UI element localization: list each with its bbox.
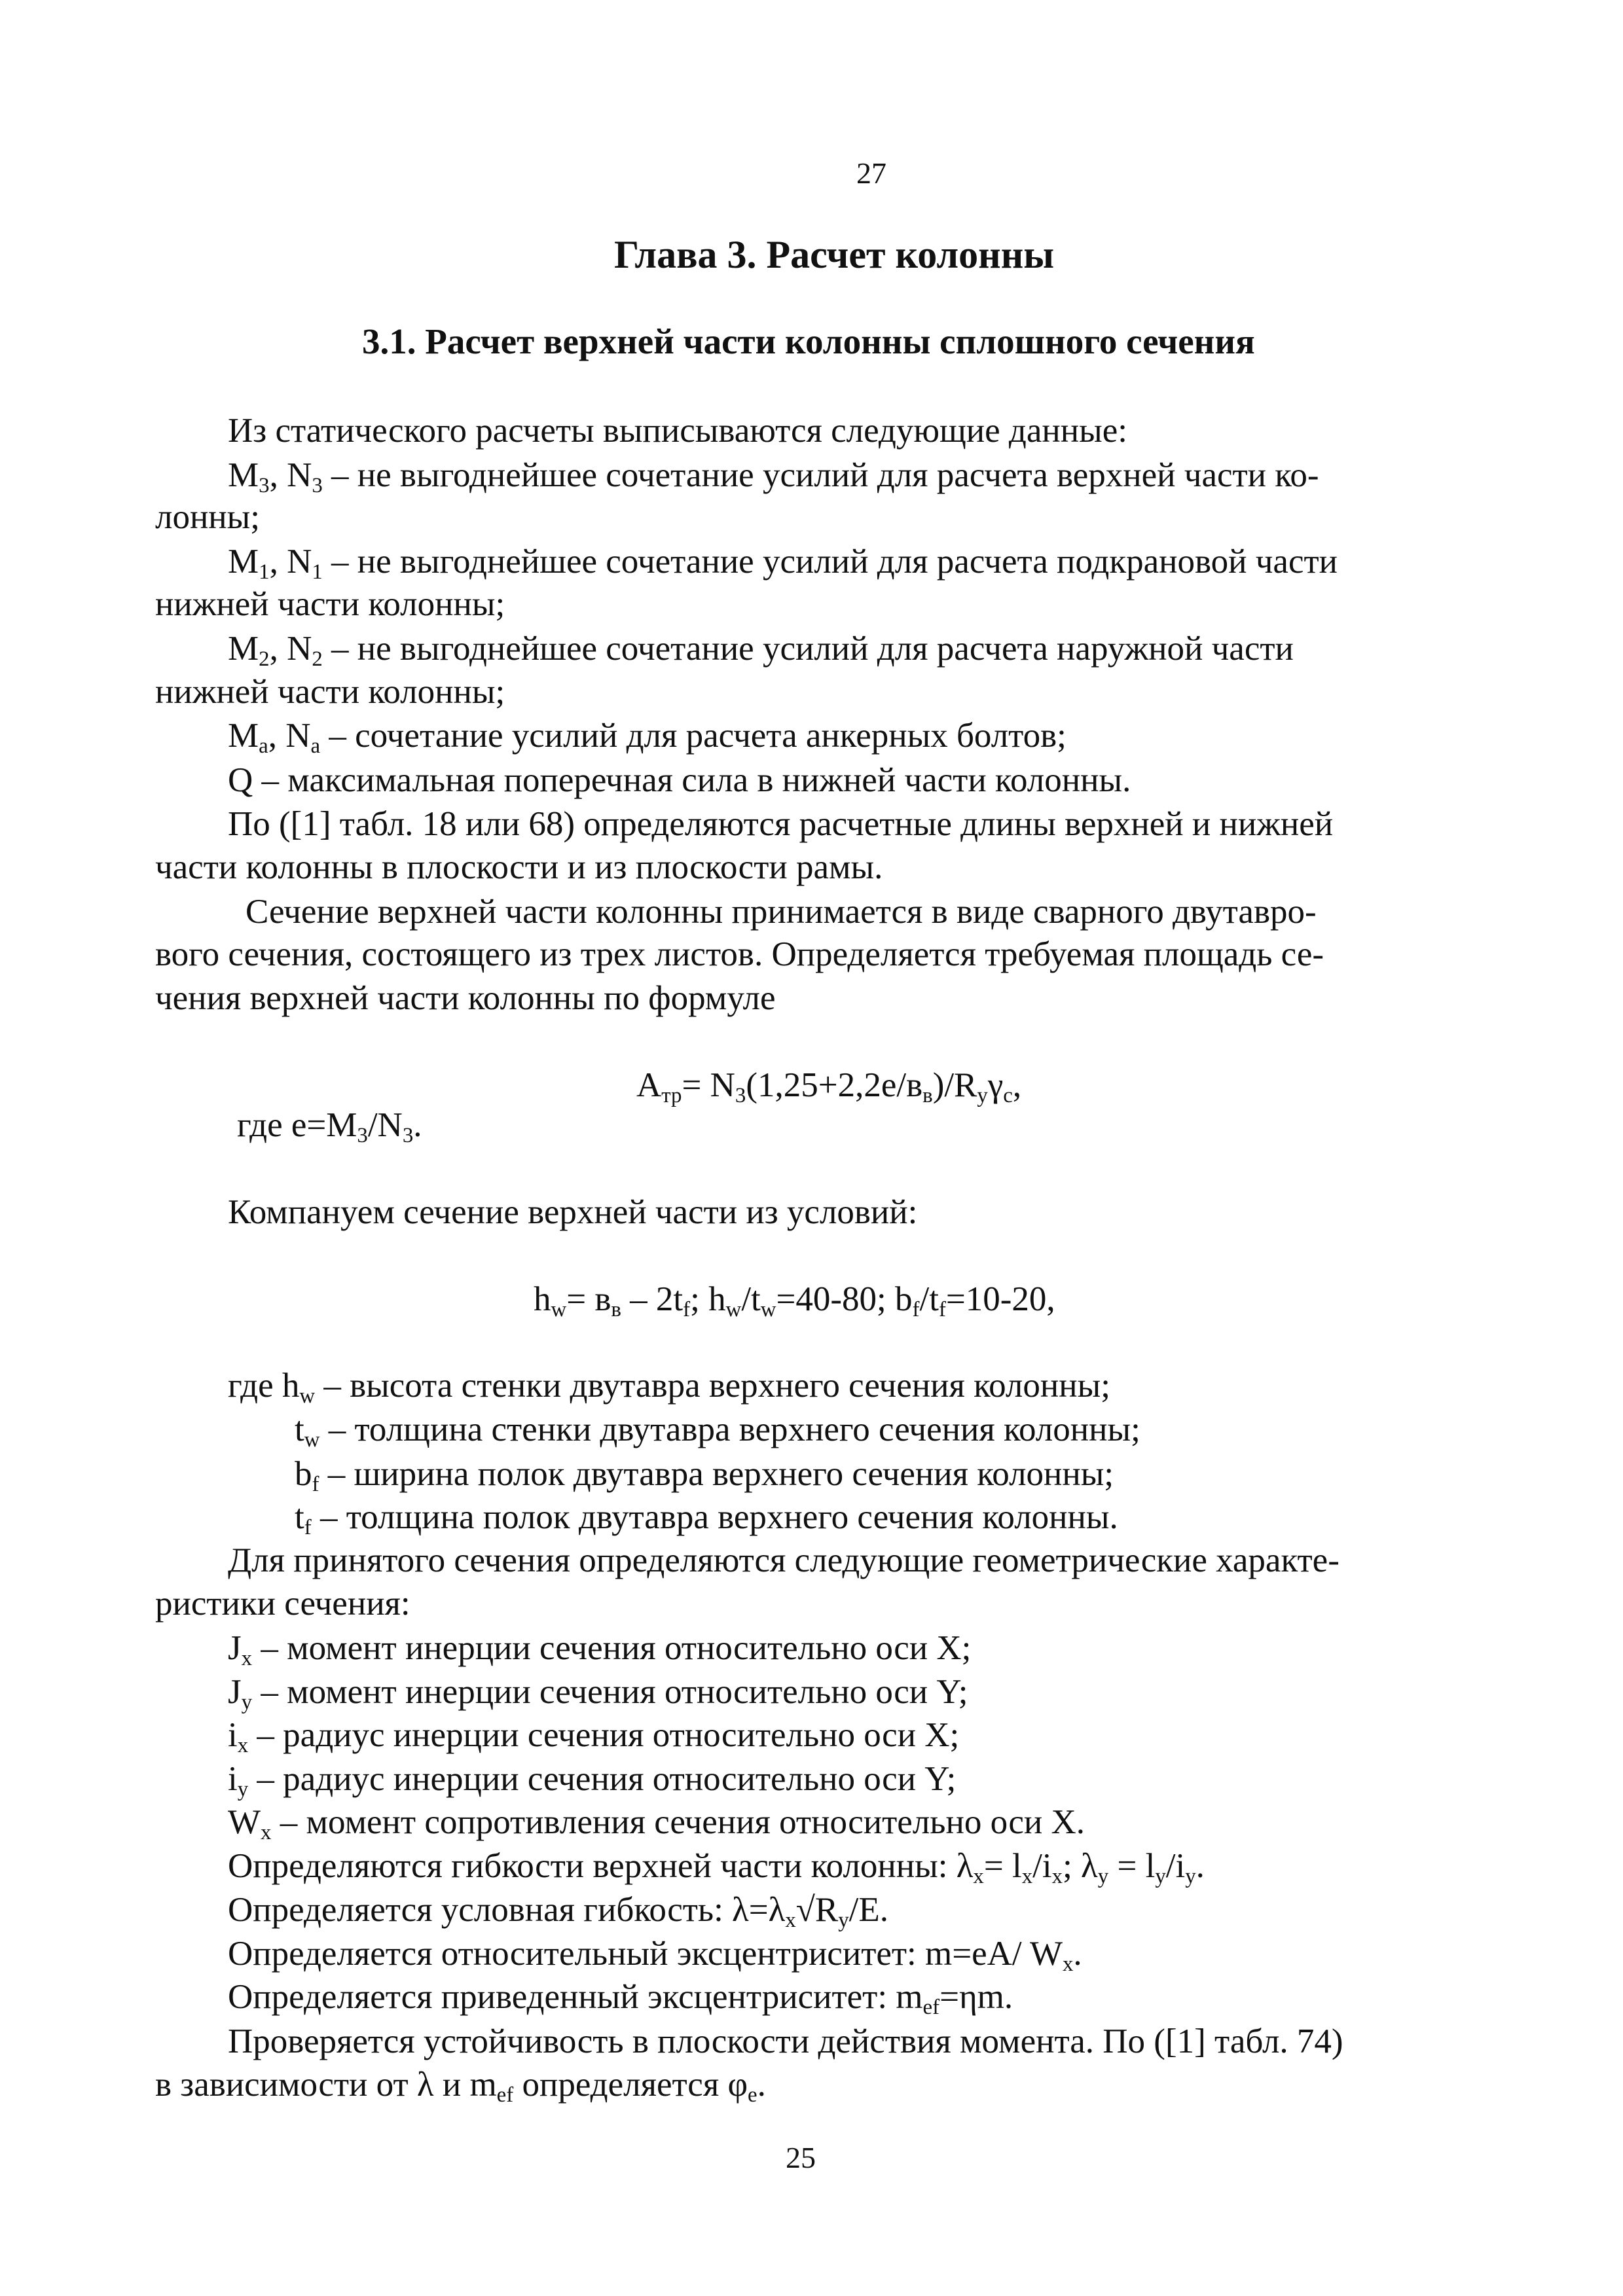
compose-paragraph: Компануем сечение верхней части из условий: [228, 1193, 918, 1231]
formula-part: = в [566, 1280, 611, 1318]
formula-part: /t [919, 1280, 939, 1318]
separator: , [268, 717, 286, 755]
formula-part: b [295, 1455, 312, 1493]
definition-text: – не выгоднейшее сочетание усилий для расчета подкрановой части [322, 543, 1338, 581]
definition-m2n2-cont: нижней части колонны; [155, 673, 505, 711]
section-paragraph-line-2: вого сечения, состоящего из трех листов. Определяется требуемая площадь се- [155, 935, 1324, 973]
definition-text: – сочетание усилий для расчета анкерных болтов; [320, 717, 1067, 755]
formula-part: Определяется относительный эксцентриситет: m=eA/ W [228, 1935, 1063, 1973]
lengths-paragraph-line-1: По ([1] табл. 18 или 68) определяются расчетные длины верхней и нижней [228, 805, 1334, 843]
definition-text: – толщина стенки двутавра верхнего сечения колонны; [319, 1410, 1140, 1448]
where-tw [295, 1410, 1140, 1452]
subscript: x [261, 1821, 272, 1845]
definition-text: – радиус инерции сечения относительно оси X; [248, 1716, 960, 1754]
formula-part: . [757, 2066, 766, 2104]
formula-part: J [228, 1629, 242, 1667]
geom-ix [228, 1716, 960, 1758]
chapter-title: Глава 3. Расчет колонны [614, 233, 1055, 276]
subscript: x [973, 1865, 984, 1889]
formula-part: /E. [848, 1891, 889, 1929]
formula-part: = N [682, 1066, 735, 1104]
definition-m3n3 [228, 456, 1319, 498]
formula-part: /i [1165, 1847, 1186, 1885]
subscript: y [241, 1691, 253, 1715]
formula-part: в зависимости от λ и m [155, 2066, 497, 2104]
symbol: M [228, 717, 259, 755]
subscript: f [938, 1298, 946, 1322]
formula-part: γ [987, 1066, 1004, 1104]
formula-conditions [534, 1280, 1055, 1322]
subscript: x [237, 1734, 249, 1758]
formula-required-area [636, 1066, 1022, 1108]
definition-m1n1 [228, 543, 1338, 584]
subscript: 1 [312, 560, 323, 584]
intro-paragraph: Из статического расчеты выписываются следующие данные: [228, 412, 1127, 450]
geom-jy [228, 1673, 968, 1715]
subscript: y [977, 1084, 988, 1108]
formula-part: =ηm. [939, 1978, 1013, 2016]
subscript: x [785, 1909, 796, 1933]
subscript: 3 [402, 1124, 414, 1148]
subscript: 3 [259, 474, 270, 498]
subscript: 3 [735, 1084, 746, 1108]
section-paragraph-line-1: Сечение верхней части колонны принимается в виде сварного двутавро- [246, 893, 1317, 931]
symbol: N [287, 630, 312, 668]
where-hw [228, 1367, 1110, 1408]
subscript: y [1097, 1865, 1109, 1889]
formula-part: = l [983, 1847, 1022, 1885]
subscript: 3 [357, 1124, 368, 1148]
where-tf [295, 1498, 1118, 1540]
geometry-paragraph-line-2: ристики сечения: [155, 1585, 410, 1623]
subscript: 2 [259, 647, 270, 672]
stability-line-1: Проверяется устойчивость в плоскости действия момента. По ([1] табл. 74) [228, 2022, 1343, 2060]
subscript: в [611, 1298, 621, 1322]
symbol: M [228, 456, 259, 494]
formula-part: . [413, 1106, 422, 1144]
subscript: f [312, 1473, 319, 1497]
geom-iy [228, 1760, 957, 1802]
symbol: N [287, 456, 312, 494]
where-e [237, 1106, 422, 1148]
conditional-flexibility-line [228, 1891, 889, 1933]
symbol: M [228, 543, 259, 581]
subscript: 3 [312, 474, 323, 498]
formula-part: Определяется условная гибкость: λ=λ [228, 1891, 786, 1929]
definition-mana [228, 717, 1067, 759]
formula-part: /i [1032, 1847, 1052, 1885]
formula-part: Определяется приведенный эксцентриситет: m [228, 1978, 923, 2016]
subscript: w [551, 1298, 567, 1322]
subscript: c [1003, 1084, 1013, 1108]
subscript: x [1062, 1952, 1074, 1977]
subscript: a [310, 734, 321, 759]
definition-q: Q – максимальная поперечная сила в нижней части колонны. [228, 761, 1131, 799]
definition-text: – момент инерции сечения относительно оси Y; [252, 1673, 968, 1711]
subscript: e [748, 2083, 757, 2108]
subscript: y [237, 1778, 249, 1802]
formula-part: t [295, 1410, 304, 1448]
formula-part: Определяются гибкости верхней части колонны: λ [228, 1847, 974, 1885]
subscript: f [304, 1516, 312, 1540]
stability-line-2 [155, 2066, 766, 2108]
definition-text: – момент инерции сечения относительно оси X; [252, 1629, 972, 1667]
definition-text: – ширина полок двутавра верхнего сечения колонны; [319, 1455, 1114, 1493]
definition-text: – высота стенки двутавра верхнего сечения колонны; [315, 1367, 1110, 1405]
formula-part: , [1012, 1066, 1022, 1104]
subscript: 1 [259, 560, 270, 584]
page-number-top: 27 [856, 156, 886, 190]
definition-text: – толщина полок двутавра верхнего сечения колонны. [311, 1498, 1118, 1536]
relative-eccentricity-line [228, 1935, 1082, 1977]
definition-m1n1-cont: нижней части колонны; [155, 585, 505, 623]
subscript: x [1051, 1865, 1063, 1889]
formula-part: /N [367, 1106, 403, 1144]
definition-m2n2 [228, 630, 1294, 672]
subscript: ef [922, 1996, 940, 2020]
formula-part: A [636, 1066, 662, 1104]
symbol: N [285, 717, 311, 755]
flexibility-line [228, 1847, 1205, 1889]
separator: , [269, 543, 287, 581]
subscript: w [299, 1384, 316, 1408]
formula-part: h [534, 1280, 551, 1318]
subscript: в [922, 1084, 933, 1108]
formula-part: /t [741, 1280, 761, 1318]
formula-part: i [228, 1760, 238, 1798]
formula-part: = l [1108, 1847, 1156, 1885]
symbol: N [287, 543, 312, 581]
formula-part: – 2t [621, 1280, 684, 1318]
geometry-paragraph-line-1: Для принятого сечения определяются следующие геометрические характе- [228, 1541, 1340, 1579]
subscript: y [1185, 1865, 1196, 1889]
symbol: M [228, 630, 259, 668]
definition-text: – не выгоднейшее сочетание усилий для расчета наружной части [322, 630, 1294, 668]
formula-part: )/R [932, 1066, 977, 1104]
geom-jx [228, 1629, 972, 1671]
lengths-paragraph-line-2: части колонны в плоскости и из плоскости рамы. [155, 848, 883, 886]
subscript: y [838, 1909, 849, 1933]
subscript: y [1155, 1865, 1166, 1889]
subscript: ef [496, 2083, 514, 2108]
formula-part: √R [795, 1891, 839, 1929]
formula-part: J [228, 1673, 242, 1711]
separator: , [269, 456, 287, 494]
definition-text: – не выгоднейшее сочетание усилий для расчета верхней части ко- [322, 456, 1319, 494]
formula-part: ; h [690, 1280, 726, 1318]
separator: , [269, 630, 287, 668]
formula-part: определяется φ [513, 2066, 748, 2104]
subscript: 2 [312, 647, 323, 672]
formula-part: ; λ [1063, 1847, 1098, 1885]
subscript: w [725, 1298, 742, 1322]
page-number-bottom: 25 [786, 2141, 816, 2174]
geom-wx [228, 1803, 1085, 1845]
formula-part: (1,25+2,2e/в [746, 1066, 923, 1104]
section-title: 3.1. Расчет верхней части колонны сплошного сечения [362, 321, 1255, 361]
formula-part: где h [228, 1367, 300, 1405]
formula-part: i [228, 1716, 238, 1754]
formula-part: W [228, 1803, 261, 1841]
subscript: f [683, 1298, 691, 1322]
definition-text: – радиус инерции сечения относительно оси Y; [248, 1760, 957, 1798]
subscript: a [259, 734, 268, 759]
formula-part: =10-20, [945, 1280, 1055, 1318]
formula-part: где e=M [237, 1106, 357, 1144]
subscript: w [760, 1298, 776, 1322]
formula-part: . [1195, 1847, 1205, 1885]
subscript: тр [661, 1084, 682, 1108]
formula-part: . [1073, 1935, 1082, 1973]
subscript: x [1021, 1865, 1033, 1889]
subscript: x [241, 1647, 253, 1671]
definition-m3n3-cont: лонны; [155, 498, 261, 536]
where-bf [295, 1455, 1114, 1497]
section-paragraph-line-3: чения верхней части колонны по формуле [155, 979, 776, 1017]
formula-part: t [295, 1498, 304, 1536]
reduced-eccentricity-line [228, 1978, 1013, 2020]
subscript: f [912, 1298, 920, 1322]
formula-part: =40-80; b [776, 1280, 913, 1318]
definition-text: – момент сопротивления сечения относительно оси X. [271, 1803, 1085, 1841]
subscript: w [304, 1428, 320, 1452]
